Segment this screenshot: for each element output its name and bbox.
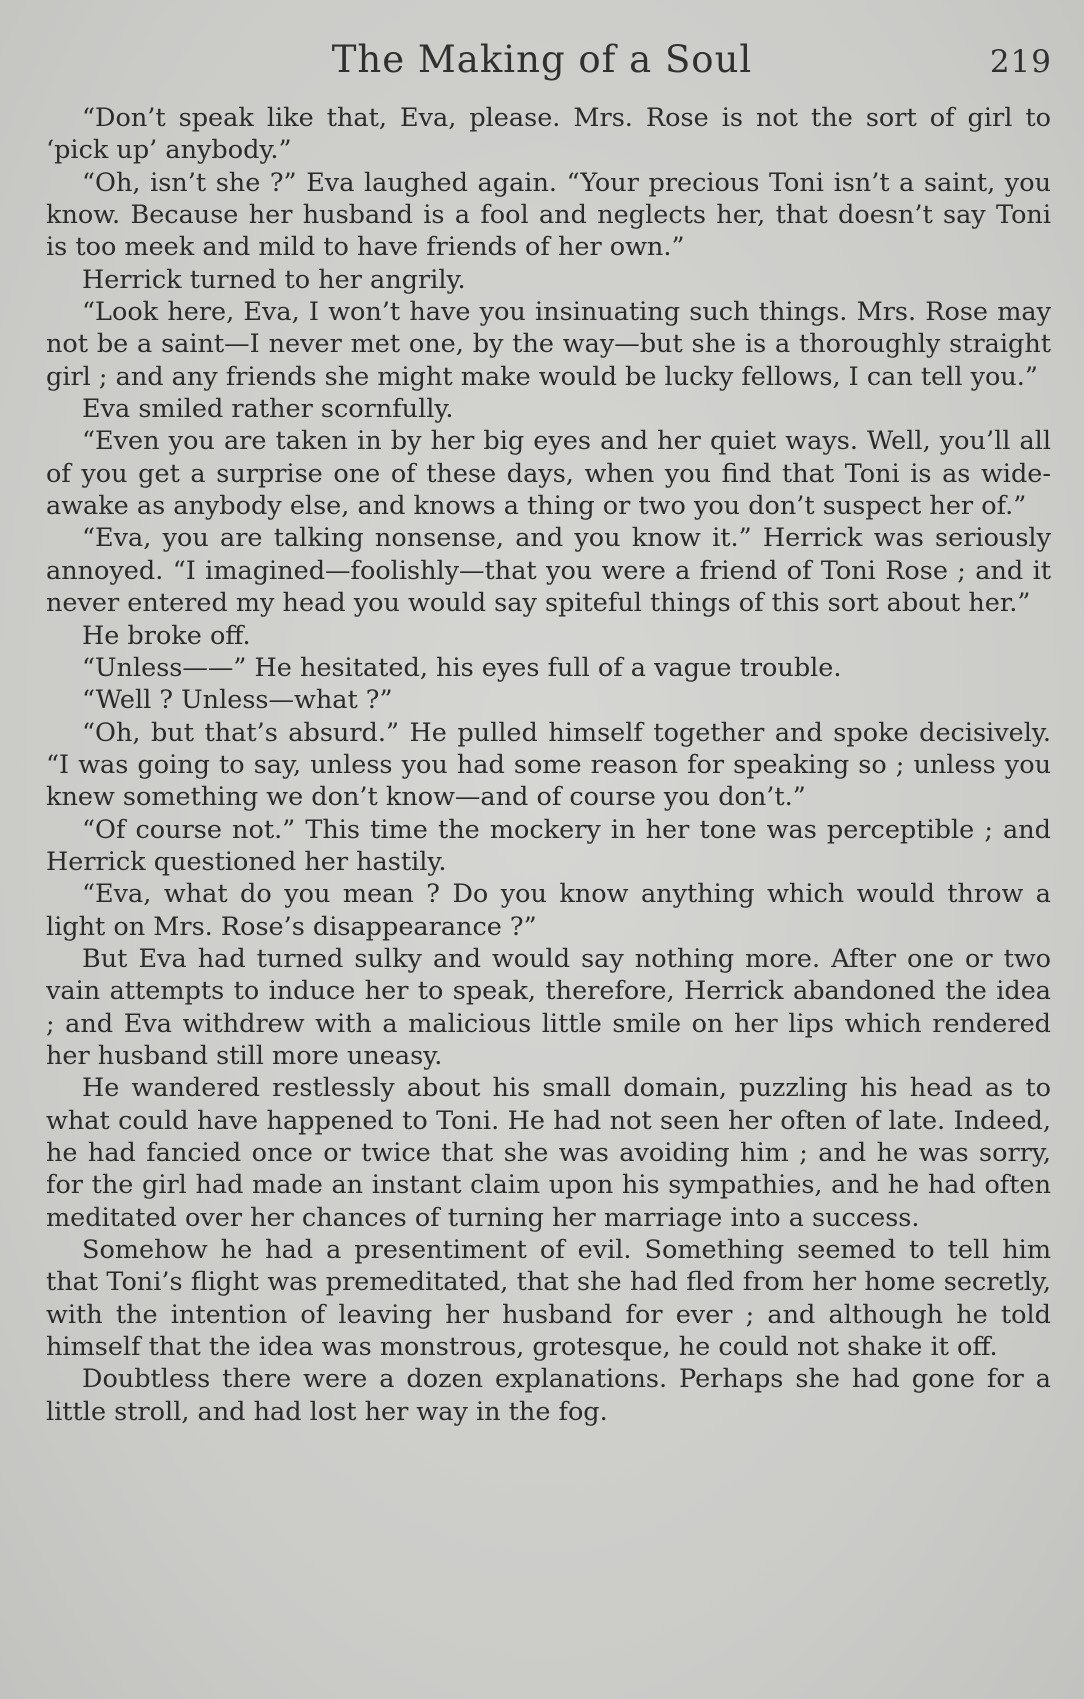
paragraph: “Eva, what do you mean ? Do you know anything which would throw a light on Mrs. Rose’s disappearance ?” bbox=[46, 879, 1051, 942]
paragraph: “Unless——” He hesitated, his eyes full of a vague trouble. bbox=[82, 652, 842, 683]
paragraph: Herrick turned to her angrily. bbox=[82, 264, 466, 295]
paragraph: “Of course not.” This time the mockery in her tone was perceptible ; and Herrick questioned her hastily. bbox=[46, 814, 1051, 877]
paragraph: He wandered restlessly about his small domain, puzzling his head as to what could have happened to Toni. He had not seen her often of late. Indeed, he had fancied once or twice that she was avoiding him ; and he was sorry, for the girl had made an instant claim upon his sympathies, and he had often meditated over her chances of turning her marriage into a success. bbox=[46, 1073, 1051, 1233]
paragraph: “Don’t speak like that, Eva, please. Mrs. Rose is not the sort of girl to ‘pick up’ anybody.” bbox=[46, 103, 1051, 166]
paragraph: Doubtless there were a dozen explanations. Perhaps she had gone for a little stroll, and had lost her way in the fog. bbox=[46, 1364, 1051, 1427]
paragraph: “Eva, you are talking nonsense, and you know it.” Herrick was seriously annoyed. “I imagined—foolishly—that you were a friend of Toni Rose ; and it never entered my head you would say spiteful things of this sort about her.” bbox=[46, 523, 1051, 619]
paragraph: Somehow he had a presentiment of evil. Something seemed to tell him that Toni’s flight was premeditated, that she had fled from her home secretly, with the intention of leaving her husband for ever ; and although he told himself that the idea was monstrous, grotesque, he could not shake it off. bbox=[46, 1235, 1051, 1363]
body-text bbox=[46, 102, 1051, 1428]
paragraph: “Oh, but that’s absurd.” He pulled himself together and spoke decisively. “I was going to say, unless you had some reason for speaking so ; unless you knew something we don’t know—and of course you don’t.” bbox=[46, 717, 1051, 813]
paragraph: “Look here, Eva, I won’t have you insinuating such things. Mrs. Rose may not be a saint—I never met one, by the way—but she is a thoroughly straight girl ; and any friends she might make would be lucky fellows, I can tell you.” bbox=[46, 297, 1051, 392]
paragraph: But Eva had turned sulky and would say nothing more. After one or two vain attempts to induce her to speak, therefore, Herrick abandoned the idea ; and Eva withdrew with a malicious little smile on her lips which rendered her husband still more uneasy. bbox=[46, 943, 1051, 1071]
paragraph: He broke off. bbox=[82, 620, 251, 651]
page-number: 219 bbox=[989, 44, 1052, 80]
running-title: The Making of a Soul bbox=[331, 38, 753, 81]
running-header bbox=[0, 38, 1084, 88]
paragraph: “Even you are taken in by her big eyes and her quiet ways. Well, you’ll all of you get a surprise one of these days, when you find that Toni is as wide-awake as anybody else, and knows a thing or two you don’t suspect her of.” bbox=[46, 426, 1051, 522]
paragraph: “Well ? Unless—what ?” bbox=[82, 685, 393, 716]
paragraph: Eva smiled rather scornfully. bbox=[82, 394, 454, 425]
paragraph: “Oh, isn’t she ?” Eva laughed again. “Your precious Toni isn’t a saint, you know. Because her husband is a fool and neglects her, that doesn’t say Toni is too meek and mild to have friends of her own.” bbox=[46, 167, 1051, 263]
